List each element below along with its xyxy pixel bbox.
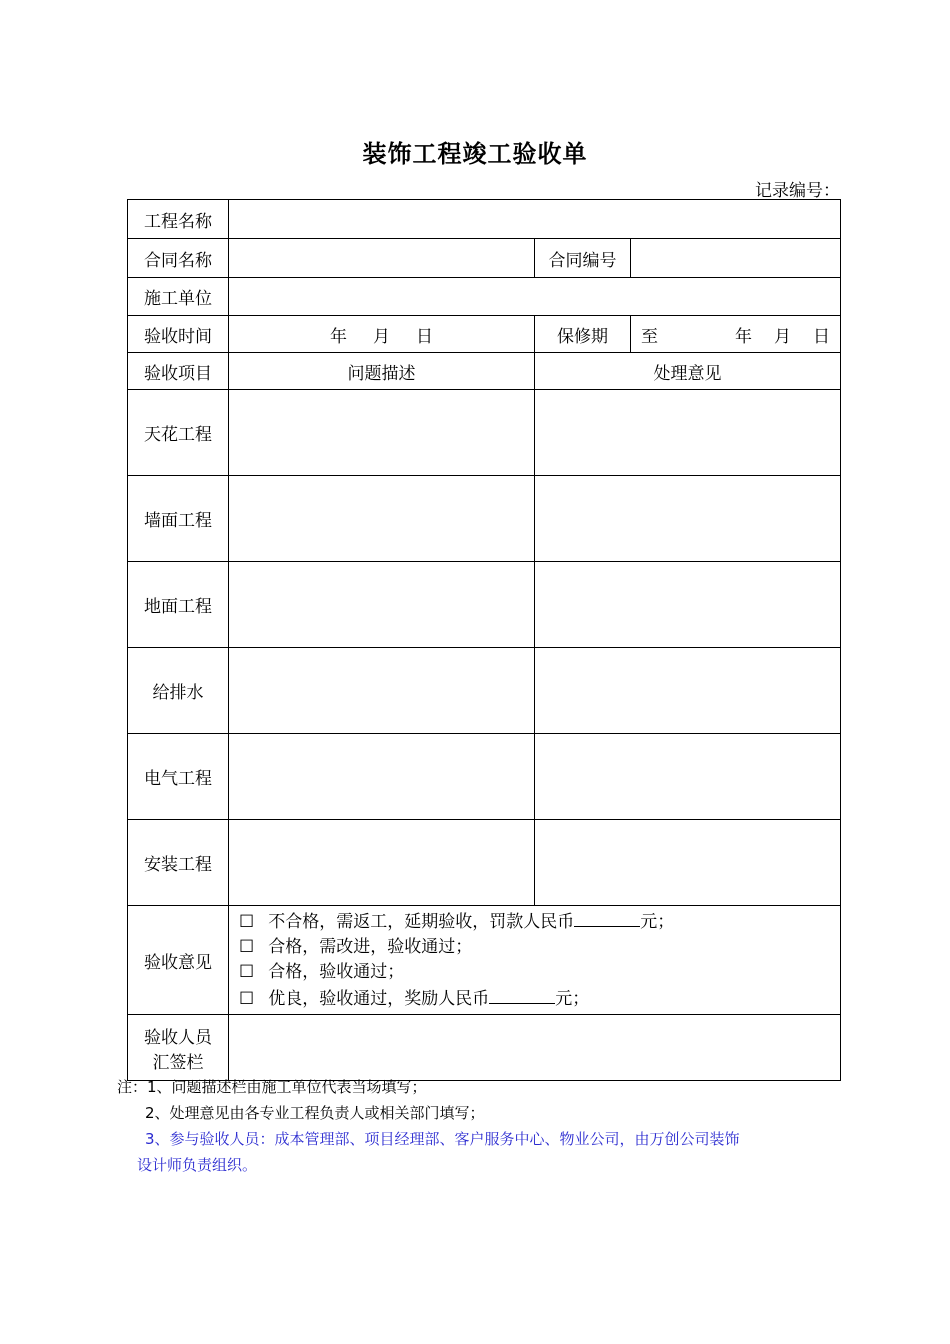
- checkbox-icon[interactable]: ☐: [239, 912, 255, 932]
- opinion-label: 验收意见: [128, 906, 229, 1015]
- warranty-year: 年: [735, 326, 752, 347]
- problem-field[interactable]: [229, 648, 535, 734]
- row-items-header: [128, 353, 841, 390]
- contract-name-field[interactable]: [229, 239, 535, 278]
- note-1: 注：1、问题描述栏由施工单位代表当场填写；: [117, 1078, 427, 1096]
- signature-label-line2: 汇签栏: [152, 1052, 204, 1073]
- fine-amount-blank[interactable]: [574, 908, 640, 927]
- opinion-option-text: 合格，验收通过；: [268, 962, 405, 982]
- opinion-option-suffix: 元；: [555, 989, 590, 1009]
- opinion-option-text: 不合格，需返工，延期验收，罚款人民币: [268, 912, 575, 932]
- handling-field[interactable]: [535, 820, 841, 906]
- construction-unit-field[interactable]: [229, 278, 841, 316]
- signature-label: [128, 1015, 229, 1081]
- opinion-option-suffix: 元；: [640, 912, 675, 932]
- note-3: 3、参与验收人员：成本管理部、项目经理部、客户服务中心、物业公司，由万创公司装饰: [145, 1130, 740, 1148]
- note-3-continued: 设计师负责组织。: [137, 1156, 258, 1174]
- project-name-label: 工程名称: [128, 200, 229, 239]
- warranty-day: 日: [813, 326, 830, 347]
- problem-field[interactable]: [229, 476, 535, 562]
- row-item: [128, 648, 841, 734]
- opinion-option[interactable]: [239, 985, 830, 1012]
- notes: [117, 1074, 837, 1178]
- warranty-month: 月: [774, 326, 791, 347]
- handling-field[interactable]: [535, 648, 841, 734]
- row-item: [128, 734, 841, 820]
- warranty-date: [713, 322, 830, 347]
- item-label-installation: 安装工程: [128, 820, 229, 906]
- date-month: 月: [373, 326, 390, 347]
- row-contract: [128, 239, 841, 278]
- handling-field[interactable]: [535, 562, 841, 648]
- opinion-option[interactable]: [239, 935, 830, 960]
- item-label-ceiling: 天花工程: [128, 390, 229, 476]
- problem-header-label: 问题描述: [229, 353, 535, 390]
- warranty-label: 保修期: [535, 316, 631, 353]
- contract-name-label: 合同名称: [128, 239, 229, 278]
- page-title: 装饰工程竣工验收单: [362, 140, 588, 168]
- row-item: [128, 476, 841, 562]
- row-signature: [128, 1015, 841, 1081]
- checkbox-icon[interactable]: ☐: [239, 962, 255, 982]
- opinion-options: [229, 906, 841, 1015]
- date-year: 年: [330, 326, 347, 347]
- construction-unit-label: 施工单位: [128, 278, 229, 316]
- acceptance-date-field[interactable]: [229, 316, 535, 353]
- record-number-label: 记录编号：: [755, 181, 840, 201]
- handling-field[interactable]: [535, 476, 841, 562]
- opinion-option[interactable]: [239, 960, 830, 985]
- problem-field[interactable]: [229, 820, 535, 906]
- note-2: 2、处理意见由各专业工程负责人或相关部门填写；: [145, 1104, 485, 1122]
- warranty-field[interactable]: [631, 316, 841, 353]
- row-item: [128, 820, 841, 906]
- item-label-plumbing: 给排水: [128, 648, 229, 734]
- problem-field[interactable]: [229, 562, 535, 648]
- contract-no-field[interactable]: [631, 239, 841, 278]
- problem-field[interactable]: [229, 734, 535, 820]
- signature-field[interactable]: [229, 1015, 841, 1081]
- signature-label-line1: 验收人员: [144, 1027, 212, 1048]
- handling-field[interactable]: [535, 734, 841, 820]
- items-header-label: 验收项目: [128, 353, 229, 390]
- row-project-name: [128, 200, 841, 239]
- row-item: [128, 390, 841, 476]
- reward-amount-blank[interactable]: [489, 985, 555, 1004]
- checkbox-icon[interactable]: ☐: [239, 937, 255, 957]
- acceptance-form-table: [127, 199, 841, 1081]
- handling-header-label: 处理意见: [535, 353, 841, 390]
- warranty-to: 至: [641, 326, 658, 347]
- item-label-floor: 地面工程: [128, 562, 229, 648]
- project-name-field[interactable]: [229, 200, 841, 239]
- contract-no-label: 合同编号: [535, 239, 631, 278]
- handling-field[interactable]: [535, 390, 841, 476]
- opinion-option-text: 合格，需改进，验收通过；: [268, 937, 473, 957]
- row-opinion: [128, 906, 841, 1015]
- row-acceptance-time: [128, 316, 841, 353]
- opinion-option-text: 优良，验收通过，奖励人民币: [268, 989, 490, 1009]
- acceptance-time-label: 验收时间: [128, 316, 229, 353]
- problem-field[interactable]: [229, 390, 535, 476]
- item-label-electrical: 电气工程: [128, 734, 229, 820]
- item-label-wall: 墙面工程: [128, 476, 229, 562]
- opinion-option[interactable]: [239, 908, 830, 935]
- checkbox-icon[interactable]: ☐: [239, 989, 255, 1009]
- row-construction-unit: [128, 278, 841, 316]
- row-item: [128, 562, 841, 648]
- date-day: 日: [416, 326, 433, 347]
